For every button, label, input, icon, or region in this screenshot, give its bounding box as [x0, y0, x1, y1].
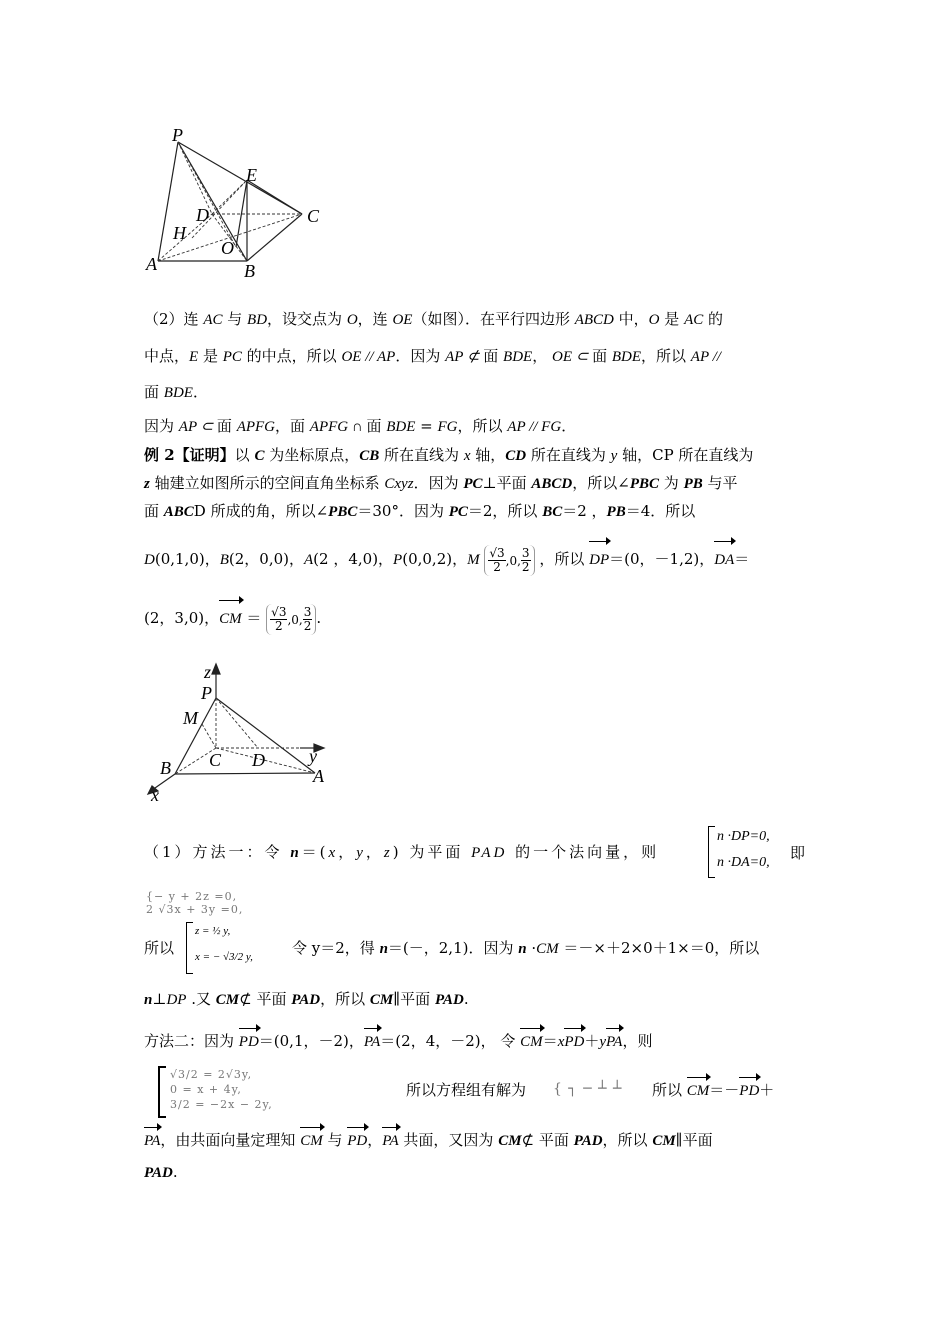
para-2-line-2: 中点，E 是 PC 的中点，所以 OE // AP．因为 AP ⊄ 面 BDE， OE ⊂ 面 BDE，所以 AP // — [144, 347, 721, 365]
example-2-line-1: 例 2【证明】以 C 为坐标原点，CB 所在直线为 x 轴，CD 所在直线为 y 轴，CP 所在直线为 — [144, 446, 754, 464]
label-A2: A — [313, 766, 324, 786]
system-brace-2 — [186, 922, 193, 974]
example-2-line-5: (2，3,0)，CM ＝ $\frac{√3}{2}$ ,0, $\frac{3}{2}$ . — [144, 605, 322, 633]
label-C: C — [307, 206, 320, 226]
example-2-line-3: 面 ABCD 所成的角，所以∠PBC＝30°．因为 PC＝2，所以 BC＝2 ，PB＝4．所以 — [144, 502, 696, 520]
system2-eq-2: x = − √3/2 y, — [195, 951, 253, 963]
blurred-system-2b: 0 = x + 4y, — [170, 1083, 242, 1096]
cm-coords: $\frac{√3}{2}$ ,0, $\frac{3}{2}$ — [266, 604, 316, 635]
label-O: O — [221, 238, 234, 258]
label-z: z — [204, 662, 212, 682]
coordinate-figure-2 — [140, 660, 340, 805]
pyramid-figure-1 — [140, 120, 340, 280]
method-2-line-2b: 所以 CM＝－PD＋ — [652, 1081, 775, 1099]
blurred-solution: { ┐ ─ ┴ ┴ — [553, 1081, 623, 1097]
blurred-system-2a: √3/2 = 2√3y, — [170, 1068, 253, 1081]
method-1-line-4: n⊥DP .又 CM⊄ 平面 PAD，所以 CM∥平面 PAD. — [144, 990, 469, 1008]
label-D: D — [196, 205, 209, 225]
example-2-line-2: z 轴建立如图所示的空间直角坐标系 Cxyz．因为 PC⊥平面 ABCD，所以∠PBC 为 PB 与平 — [144, 474, 738, 492]
system-eq-1: n ·DP=0, — [717, 829, 770, 844]
method-1-line-3b: 令 y＝2，得 n＝(－，2,1)．因为 n ·CM ＝－×＋2×0＋1×＝0，所以 — [292, 939, 760, 957]
blurred-system-1a: {− y + 2z =0, — [146, 890, 238, 903]
para-2-line-3: 面 BDE． — [144, 383, 208, 401]
label-M: M — [183, 708, 198, 728]
label-y: y — [309, 746, 317, 766]
system-brace-1 — [708, 826, 715, 878]
label-C2: C — [209, 750, 222, 770]
system2-eq-1: z = ½ y, — [195, 925, 231, 937]
label-E: E — [246, 165, 257, 185]
m-coords: $\frac{√3}{2}$ ,0, $\frac{3}{2}$ — [484, 545, 534, 576]
para-2-line-1: （2）连 AC 与 BD，设交点为 O，连 OE（如图）．在平行四边形 ABCD 中，O 是 AC 的 — [144, 310, 724, 328]
method-2-line-2: 所以方程组有解为 — [406, 1081, 527, 1099]
blurred-system-2c: 3/2 = −2x − 2y, — [170, 1098, 273, 1111]
z-axis-arrow — [212, 664, 220, 674]
system-eq-2: n ·DA=0, — [717, 855, 770, 870]
label-P2: P — [201, 683, 212, 703]
label-H: H — [173, 223, 186, 243]
label-x: x — [151, 785, 159, 805]
method-2-line-4: PAD. — [144, 1163, 178, 1181]
method-2-line-3: PA，由共面向量定理知 CM 与 PD，PA 共面，又因为 CM⊄ 平面 PAD，所以 CM∥平面 — [144, 1131, 713, 1149]
system-brace-3 — [158, 1066, 166, 1118]
label-A: A — [146, 254, 157, 274]
method-2-line-1: 方法二：因为 PD＝(0,1，－2)，PA＝(2，4，－2)， 令 CM＝xPD＋yPA，则 — [144, 1032, 653, 1050]
para-2-line-4: 因为 AP ⊂ 面 APFG，面 APFG ∩ 面 BDE = FG，所以 AP // FG． — [144, 417, 577, 435]
ji-label: 即 — [790, 844, 806, 862]
method-1-line-1: （1）方法一：令 n＝(x，y，z) 为平面 PAD 的一个法向量，则 — [144, 843, 660, 861]
label-P: P — [172, 125, 183, 145]
example-2-line-4: D(0,1,0)，B(2，0,0)，A(2 ，4,0)，P(0,0,2)，M $\frac{√3}{2}$ ,0, $\frac{3}{2}$ ，所以 DP＝(0，－1,2)，DA＝ — [144, 546, 750, 574]
blurred-system-1b: 2 √3x + 3y =0, — [146, 903, 244, 916]
label-B: B — [244, 261, 255, 281]
method-1-line-3a: 所以 — [144, 939, 175, 957]
label-B2: B — [160, 758, 171, 778]
label-D2: D — [252, 750, 265, 770]
